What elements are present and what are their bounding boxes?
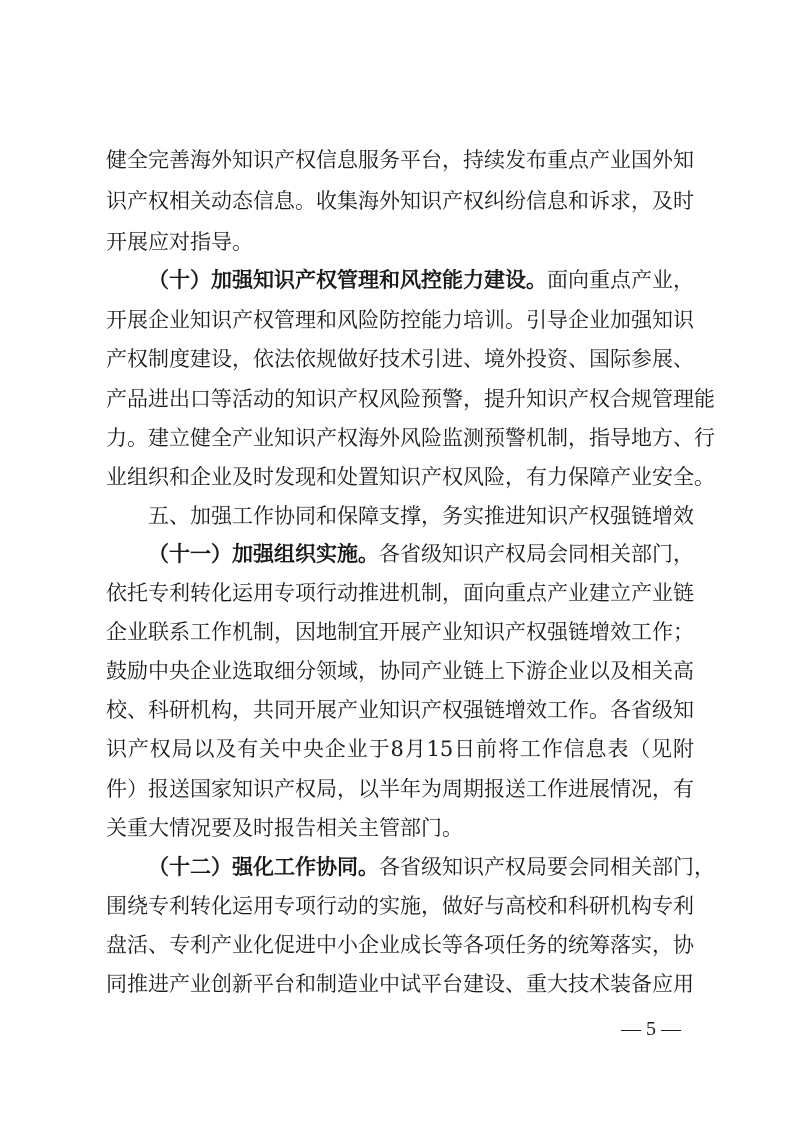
paragraph-line: 力。建立健全产业知识产权海外风险监测预警机制，指导地方、行 bbox=[106, 426, 715, 450]
paragraph-line: 围绕专利转化运用专项行动的实施，做好与高校和科研机构专利 bbox=[106, 894, 694, 918]
item-11-title: （十一）加强组织实施。 bbox=[148, 541, 379, 566]
paragraph-line: 健全完善海外知识产权信息服务平台，持续发布重点产业国外知 bbox=[106, 148, 694, 172]
item-10-text: 面向重点产业， bbox=[547, 268, 694, 292]
paragraph-line: 盘活、专利产业化促进中小企业成长等各项任务的统筹落实，协 bbox=[106, 933, 694, 957]
item-12-first-line bbox=[106, 853, 715, 881]
paragraph-line: 校、科研机构，共同开展产业知识产权强链增效工作。各省级知 bbox=[106, 698, 694, 722]
item-10-first-line bbox=[106, 266, 694, 294]
item-10-title: （十）加强知识产权管理和风控能力建设。 bbox=[148, 267, 547, 292]
item-11-text: 各省级知识产权局会同相关部门， bbox=[379, 542, 694, 566]
page-number: — 5 — bbox=[621, 1018, 681, 1040]
item-11-first-line bbox=[106, 540, 694, 568]
paragraph-line: 识产权局以及有关中央企业于8月15日前将工作信息表（见附 bbox=[106, 737, 694, 761]
paragraph-line: 产权制度建设，依法依规做好技术引进、境外投资、国际参展、 bbox=[106, 347, 694, 371]
paragraph-line: 件）报送国家知识产权局，以半年为周期报送工作进展情况，有 bbox=[106, 777, 694, 801]
paragraph-line: 鼓励中央企业选取细分领域，协同产业链上下游企业以及相关高 bbox=[106, 659, 694, 683]
section-heading: 五、加强工作协同和保障支撑，务实推进知识产权强链增效 bbox=[148, 504, 694, 528]
paragraph-line: 企业联系工作机制，因地制宜开展产业知识产权强链增效工作； bbox=[106, 620, 694, 644]
paragraph-line: 产品进出口等活动的知识产权风险预警，提升知识产权合规管理能 bbox=[106, 387, 715, 411]
paragraph-line: 同推进产业创新平台和制造业中试平台建设、重大技术装备应用 bbox=[106, 972, 694, 996]
paragraph-line: 识产权相关动态信息。收集海外知识产权纠纷信息和诉求，及时 bbox=[106, 189, 694, 213]
paragraph-line: 业组织和企业及时发现和处置知识产权风险，有力保障产业安全。 bbox=[106, 465, 715, 489]
paragraph-line: 关重大情况要及时报告相关主管部门。 bbox=[106, 816, 463, 840]
paragraph-line: 开展企业知识产权管理和风险防控能力培训。引导企业加强知识 bbox=[106, 308, 694, 332]
paragraph-line: 依托专利转化运用专项行动推进机制，面向重点产业建立产业链 bbox=[106, 581, 694, 605]
item-12-title: （十二）强化工作协同。 bbox=[148, 854, 379, 879]
paragraph-line: 开展应对指导。 bbox=[106, 230, 253, 254]
item-12-text: 各省级知识产权局要会同相关部门， bbox=[379, 855, 715, 879]
